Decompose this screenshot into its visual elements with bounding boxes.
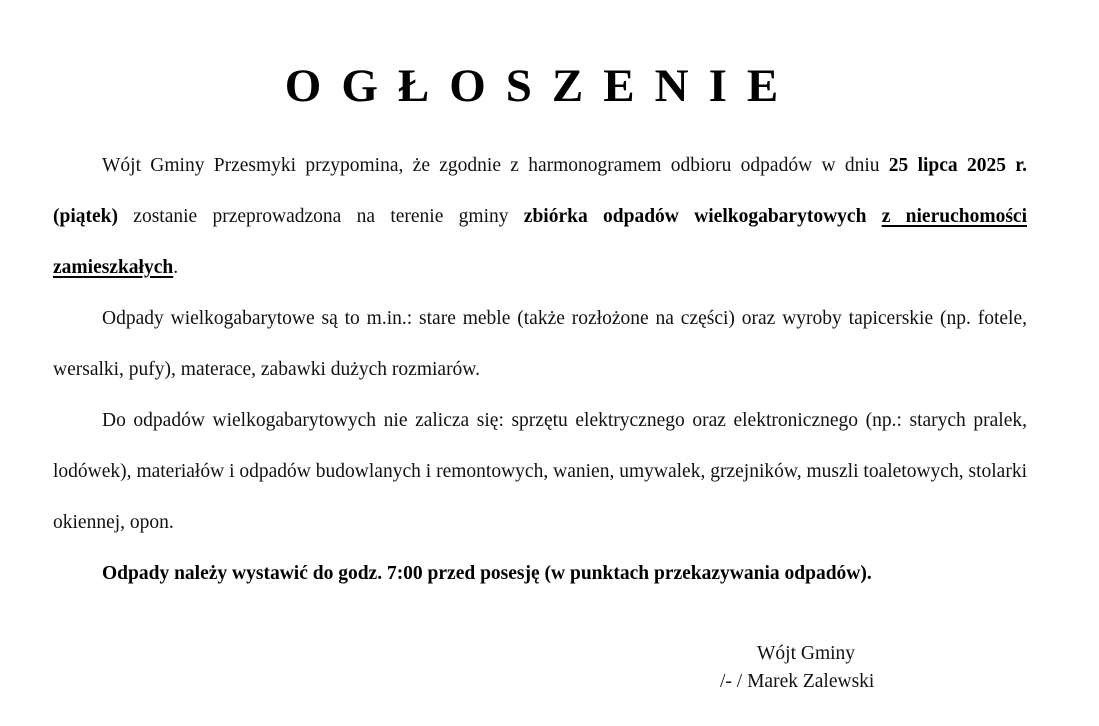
signature-title: Wójt Gminy	[757, 643, 856, 664]
paragraph1-text-4: .	[173, 257, 179, 278]
signature-block	[720, 640, 920, 696]
paragraph1-text-3	[866, 206, 881, 227]
paragraph-accepted-waste: Odpady wielkogabarytowe są to m.in.: stare meble (także rozłożone na części) oraz wyroby tapicerskie (np. fotele, wersalki, pufy), materace, zabawki dużych rozmiarów.	[53, 308, 1027, 380]
signature-name: /- / Marek Zalewski	[720, 671, 875, 692]
paragraph-collection-date	[53, 140, 1027, 293]
paragraph1-text-2: zostanie przeprowadzona na terenie gminy	[118, 206, 524, 227]
collection-type: zbiórka odpadów wielkogabarytowych	[523, 206, 867, 227]
paragraph1-text-1: Wójt Gminy Przesmyki przypomina, że zgodnie z harmonogramem odbioru odpadów w dniu	[102, 155, 889, 176]
announcement-body	[53, 140, 1027, 599]
page-title: OGŁOSZENIE	[284, 60, 799, 112]
paragraph-excluded-waste: Do odpadów wielkogabarytowych nie zalicza się: sprzętu elektrycznego oraz elektronicznego (np.: starych pralek, lodówek), materiałów i odpadów budowlanych i remontowych, wanien, umywalek, grzejników, muszli toaletowych, stolarki okiennej, opon.	[53, 410, 1027, 533]
collection-source: z nieruchomości zamieszkałych	[53, 206, 1027, 278]
collection-date: 25 lipca 2025 r. (piątek)	[53, 155, 1027, 227]
final-note: Odpady należy wystawić do godz. 7:00 przed posesję (w punktach przekazywania odpadów).	[102, 563, 872, 584]
